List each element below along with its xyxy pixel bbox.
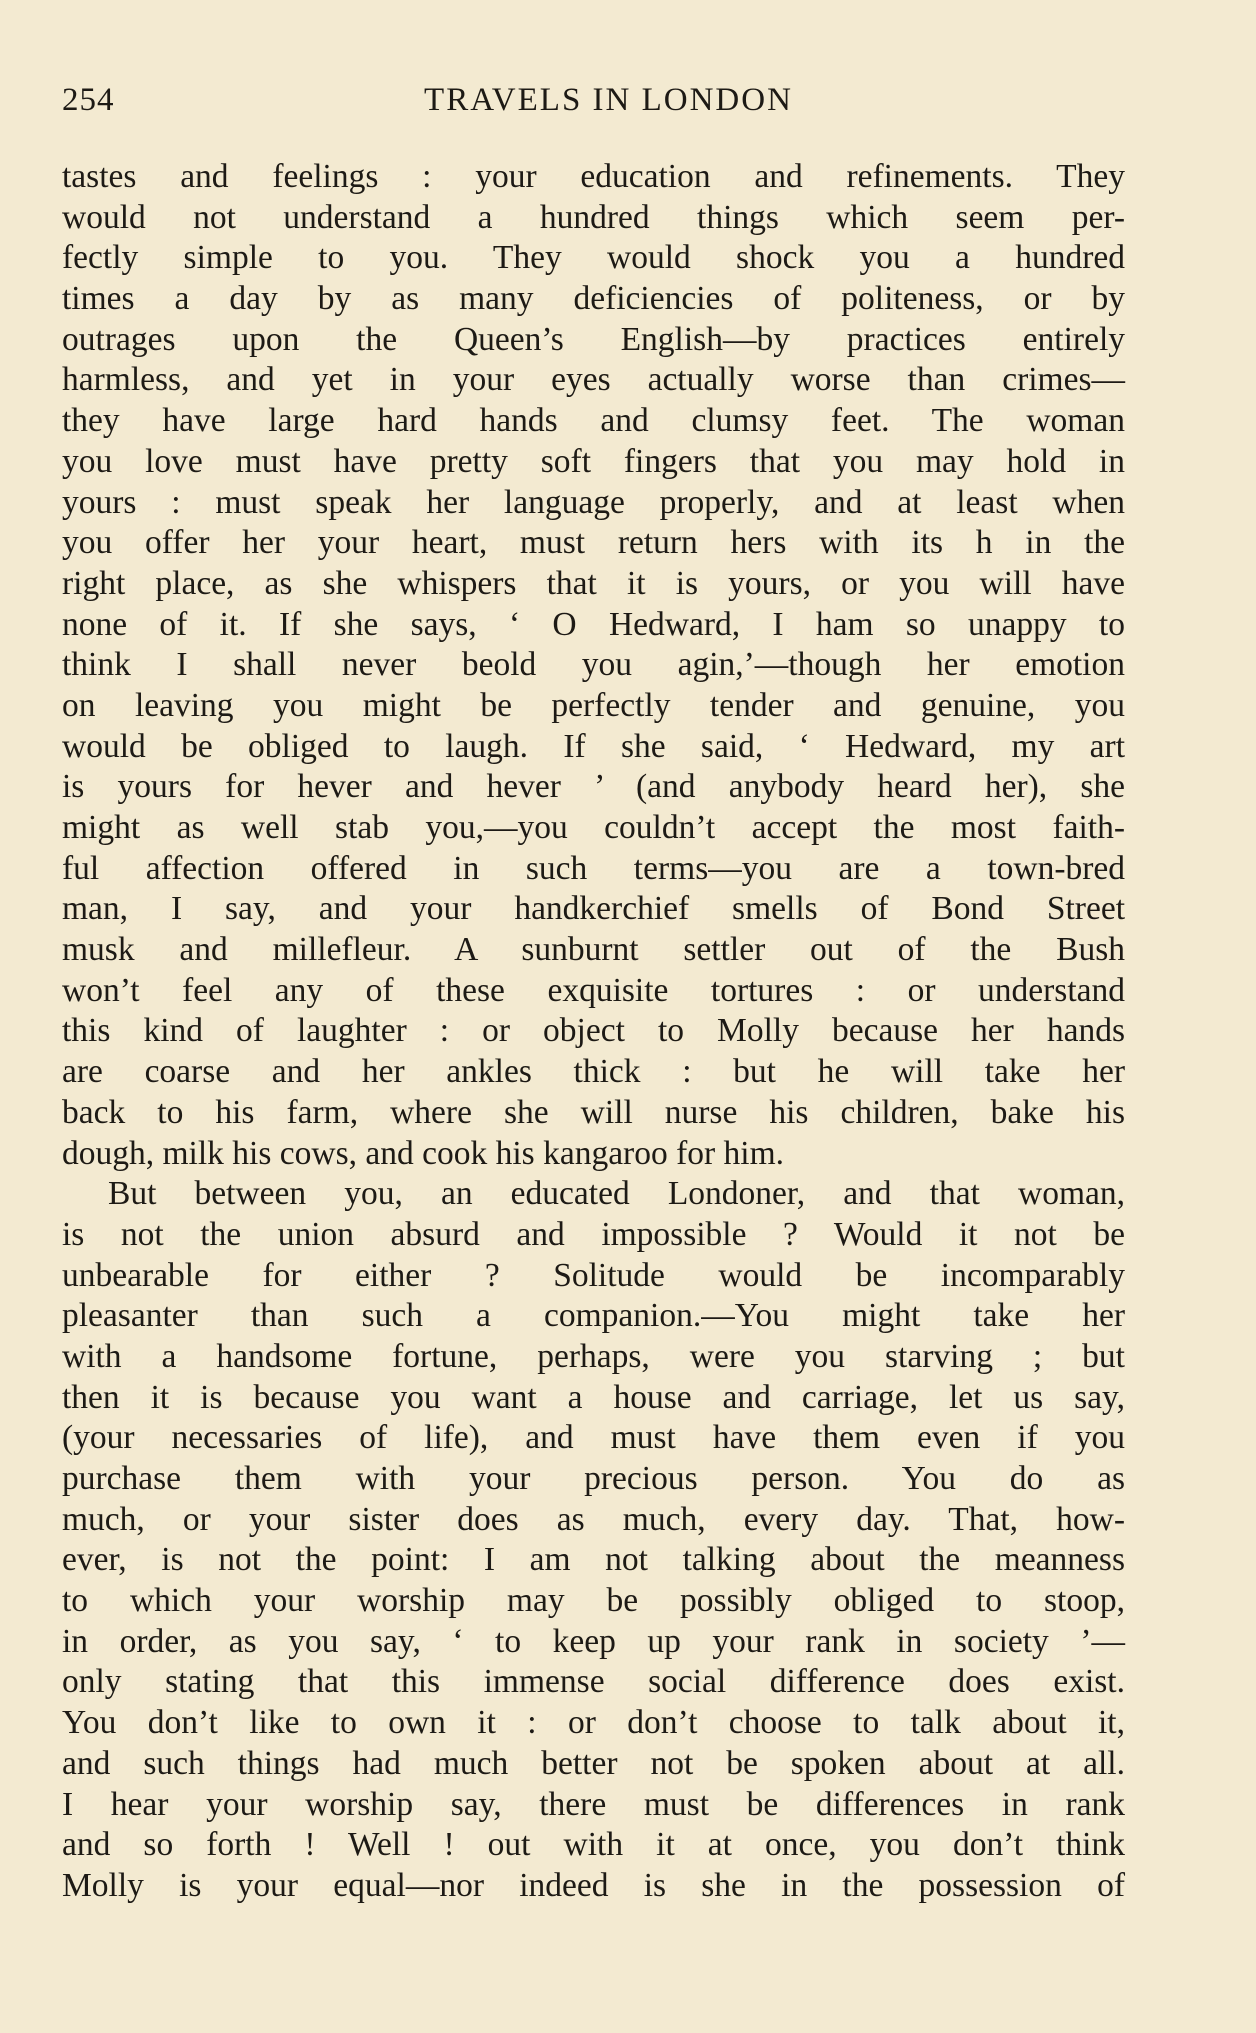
- text-line: yours : must speak her language properly, and at least when: [62, 483, 1125, 521]
- text-line: won’t feel any of these exquisite tortures : or understand: [62, 971, 1125, 1009]
- text-line: you love must have pretty soft fingers that you may hold in: [62, 442, 1125, 480]
- text-line: is yours for hever and hever ’ (and anybody heard her), she: [62, 768, 1125, 806]
- text-line: only stating that this immense social difference does exist.: [62, 1663, 1125, 1701]
- text-line: harmless, and yet in your eyes actually worse than crimes—: [62, 361, 1125, 399]
- text-line: back to his farm, where she will nurse his children, bake his: [62, 1093, 1125, 1131]
- text-line: then it is because you want a house and carriage, let us say,: [62, 1378, 1125, 1416]
- text-line: in order, as you say, ‘ to keep up your rank in society ’—: [62, 1622, 1125, 1660]
- text-line: ful affection offered in such terms—you are a town-bred: [62, 849, 1125, 887]
- body-text: [62, 157, 1125, 1907]
- text-line: You don’t like to own it : or don’t choose to talk about it,: [62, 1704, 1125, 1742]
- text-line: I hear your worship say, there must be differences in rank: [62, 1785, 1125, 1823]
- text-line: on leaving you might be perfectly tender and genuine, you: [62, 686, 1125, 724]
- text-line: ever, is not the point: I am not talking about the meanness: [62, 1541, 1125, 1579]
- text-line: and such things had much better not be spoken about at all.: [62, 1744, 1125, 1782]
- text-line: none of it. If she says, ‘ O Hedward, I ham so unappy to: [62, 605, 1125, 643]
- text-line: this kind of laughter : or object to Molly because her hands: [62, 1012, 1125, 1050]
- text-line: would not understand a hundred things which seem per-: [62, 198, 1125, 236]
- page-number: 254: [62, 82, 115, 118]
- text-line: might as well stab you,—you couldn’t accept the most faith-: [62, 809, 1125, 846]
- text-line: fectly simple to you. They would shock you a hundred: [62, 239, 1125, 277]
- text-line: tastes and feelings : your education and refinements. They: [62, 158, 1125, 195]
- text-line: is not the union absurd and impossible ? Would it not be: [62, 1215, 1125, 1253]
- text-line: much, or your sister does as much, every day. That, how-: [62, 1500, 1125, 1538]
- page-header: [62, 82, 1125, 132]
- text-line: purchase them with your precious person. You do as: [62, 1460, 1125, 1497]
- text-line: (your necessaries of life), and must have them even if you: [62, 1419, 1125, 1457]
- text-line: man, I say, and your handkerchief smells of Bond Street: [62, 890, 1125, 928]
- text-line: unbearable for either ? Solitude would be incomparably: [62, 1256, 1125, 1294]
- text-line: right place, as she whispers that it is yours, or you will have: [62, 564, 1125, 602]
- text-line: musk and millefleur. A sunburnt settler out of the Bush: [62, 931, 1125, 969]
- text-line: think I shall never beold you agin,’—though her emotion: [62, 646, 1125, 684]
- text-line: you offer her your heart, must return hers with its h in the: [62, 524, 1125, 562]
- text-line: are coarse and her ankles thick : but he will take her: [62, 1053, 1125, 1091]
- text-line: times a day by as many deficiencies of politeness, or by: [62, 280, 1125, 318]
- paragraph-start-line: But between you, an educated Londoner, and that woman,: [108, 1175, 1125, 1213]
- paragraph-end-line: dough, milk his cows, and cook his kangaroo for him.: [62, 1134, 785, 1172]
- running-head: TRAVELS IN LONDON: [424, 82, 793, 118]
- text-line: and so forth ! Well ! out with it at once, you don’t think: [62, 1826, 1125, 1864]
- text-line: outrages upon the Queen’s English—by practices entirely: [62, 320, 1125, 358]
- text-line: to which your worship may be possibly obliged to stoop,: [62, 1582, 1125, 1620]
- text-line: Molly is your equal—nor indeed is she in the possession of: [62, 1866, 1125, 1904]
- text-line: would be obliged to laugh. If she said, ‘ Hedward, my art: [62, 727, 1125, 765]
- text-line: they have large hard hands and clumsy feet. The woman: [62, 402, 1125, 440]
- text-line: pleasanter than such a companion.—You might take her: [62, 1297, 1125, 1335]
- text-line: with a handsome fortune, perhaps, were you starving ; but: [62, 1337, 1125, 1375]
